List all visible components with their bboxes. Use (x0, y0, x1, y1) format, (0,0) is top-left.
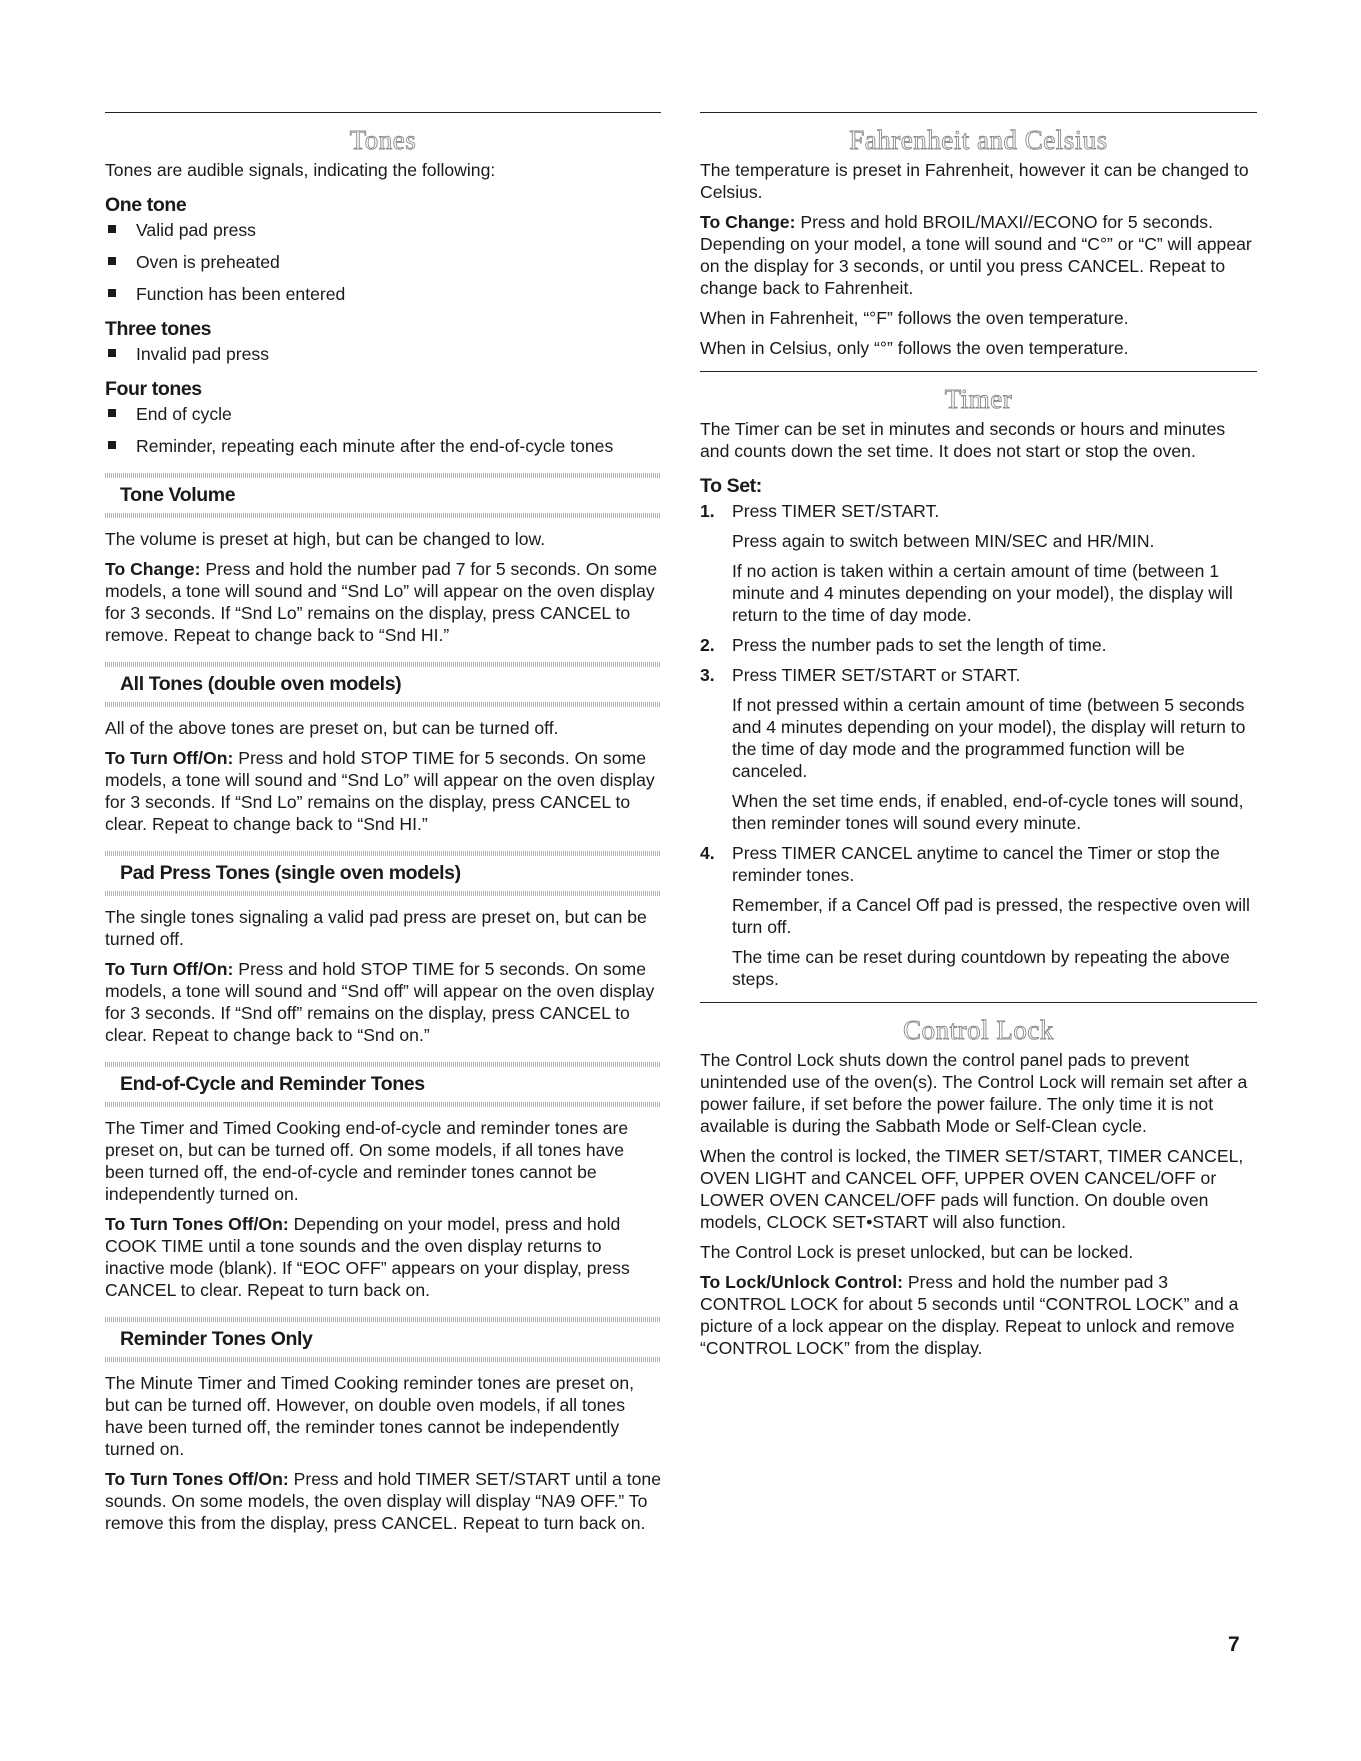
tone-volume-text: The volume is preset at high, but can be changed to low. (105, 529, 546, 549)
tone-volume-title: Tone Volume (120, 484, 236, 506)
celsius-note: When in Celsius, only “°” follows the oven temperature. (700, 338, 1129, 358)
fahrenheit-text: The temperature is preset in Fahrenheit, however it can be changed to Celsius. (700, 160, 1249, 202)
list-item (700, 664, 1257, 834)
list-item: Function has been entered (105, 283, 661, 305)
step-number: 1. (700, 501, 715, 521)
step-text: If not pressed within a certain amount of time (between 5 seconds and 4 minutes depending on your model), the display will return to the time of day mode and the programmed function will be canceled. (732, 695, 1246, 781)
instruction-label: To Change: (700, 212, 796, 232)
instruction-text: Press and hold the number pad 3 CONTROL LOCK for about 5 seconds until “CONTROL LOCK” and a picture of a lock appear on the display. Repeat to unlock and remove “CONTROL LOCK” from the display. (700, 1272, 1239, 1358)
section-rule (700, 371, 1257, 372)
instruction-label: To Lock/Unlock Control: (700, 1272, 903, 1292)
instruction-text: Press and hold TIMER SET/START until a tone sounds. On some models, the oven display will display “NA9 OFF.” To remove this from the display, press CANCEL. Repeat to turn back on. (105, 1469, 661, 1533)
step-text: If no action is taken within a certain amount of time (between 1 minute and 4 minutes depending on your model), the display will return to the time of day mode. (732, 561, 1233, 625)
dotted-rule (105, 1102, 661, 1107)
list-item: Reminder, repeating each minute after the end-of-cycle tones (105, 435, 661, 457)
reminder-header (105, 1317, 661, 1362)
step-text: When the set time ends, if enabled, end-of-cycle tones will sound, then reminder tones will sound every minute. (732, 791, 1244, 833)
step-text: Press TIMER SET/START. (732, 501, 940, 521)
pad-press-text: The single tones signaling a valid pad press are preset on, but can be turned off. (105, 907, 647, 949)
eoc-text: The Timer and Timed Cooking end-of-cycle and reminder tones are preset on, but can be turned off. On some models, if all tones have been turned off, the end-of-cycle and reminder tones cannot be independently turned on. (105, 1118, 629, 1204)
list-item: Valid pad press (105, 219, 661, 241)
control-lock-instructions (700, 1271, 1257, 1359)
dotted-rule (105, 1062, 661, 1067)
step-text: Press the number pads to set the length of time. (732, 635, 1107, 655)
pad-press-instructions (105, 958, 661, 1046)
section-rule (105, 112, 661, 113)
list-item (700, 634, 1257, 656)
section-rule (700, 1002, 1257, 1003)
list-item: Invalid pad press (105, 343, 661, 365)
fahrenheit-instructions (700, 211, 1257, 299)
four-tones-list (105, 403, 661, 457)
dotted-rule (105, 1357, 661, 1362)
tones-intro: Tones are audible signals, indicating the following: (105, 160, 496, 180)
instruction-text: Press and hold the number pad 7 for 5 seconds. On some models, a tone will sound and “Snd Lo” will appear on the oven display for 3 seconds. If “Snd Lo” remains on the display, press CANCEL to remove. Repeat to change back to “Snd HI.” (105, 559, 658, 645)
eoc-title: End-of-Cycle and Reminder Tones (120, 1073, 425, 1095)
one-tone-list (105, 219, 661, 305)
timer-steps (700, 500, 1257, 990)
tone-volume-header (105, 473, 661, 518)
three-tones-list (105, 343, 661, 365)
control-lock-functions: When the control is locked, the TIMER SET/START, TIMER CANCEL, OVEN LIGHT and CANCEL OFF, UPPER OVEN CANCEL/OFF or LOWER OVEN CANCEL/OFF pads will function. On double oven models, CLOCK SET•START will also function. (700, 1146, 1244, 1232)
list-item (700, 842, 1257, 990)
eoc-instructions (105, 1213, 661, 1301)
four-tones-heading: Four tones (105, 378, 202, 400)
all-tones-text: All of the above tones are preset on, but can be turned off. (105, 718, 559, 738)
three-tones-heading: Three tones (105, 318, 212, 340)
dotted-rule (105, 662, 661, 667)
step-text: Remember, if a Cancel Off pad is pressed, the respective oven will turn off. (732, 895, 1250, 937)
instruction-label: To Turn Tones Off/On: (105, 1214, 289, 1234)
step-text: Press TIMER CANCEL anytime to cancel the Timer or stop the reminder tones. (732, 843, 1220, 885)
instruction-text: Press and hold STOP TIME for 5 seconds. On some models, a tone will sound and “Snd off” will appear on the oven display for 3 seconds. If “Snd off” remains on the display, press CANCEL to clear. Repeat to change back to “Snd on.” (105, 959, 655, 1045)
eoc-header (105, 1062, 661, 1107)
instruction-label: To Turn Tones Off/On: (105, 1469, 289, 1489)
step-text: The time can be reset during countdown by repeating the above steps. (732, 947, 1230, 989)
list-item: End of cycle (105, 403, 661, 425)
all-tones-instructions (105, 747, 661, 835)
reminder-text: The Minute Timer and Timed Cooking reminder tones are preset on, but can be turned off. However, on double oven models, if all tones have been turned off, the reminder tones cannot be independently turned on. (105, 1373, 635, 1459)
section-rule (700, 112, 1257, 113)
control-lock-text: The Control Lock shuts down the control panel pads to prevent unintended use of the oven(s). The Control Lock will remain set after a power failure, if set before the power failure. The only time it is not available is during the Sabbath Mode or Self-Clean cycle. (700, 1050, 1248, 1136)
instruction-label: To Turn Off/On: (105, 959, 234, 979)
dotted-rule (105, 513, 661, 518)
right-column (700, 112, 1257, 1367)
list-item (700, 500, 1257, 626)
left-column (105, 112, 661, 1542)
page-number: 7 (1228, 1633, 1240, 1656)
to-set-heading: To Set: (700, 475, 762, 497)
timer-title: Timer (944, 384, 1013, 414)
tone-volume-instructions (105, 558, 661, 646)
control-lock-title: Control Lock (903, 1015, 1054, 1045)
instruction-text: Press and hold STOP TIME for 5 seconds. On some models, a tone will sound and “Snd Lo” will appear on the oven display for 3 seconds. If “Snd Lo” remains on the display, press CANCEL to clear. Repeat to change back to “Snd HI.” (105, 748, 655, 834)
timer-intro: The Timer can be set in minutes and seconds or hours and minutes and counts down the set time. It does not start or stop the oven. (700, 419, 1226, 461)
all-tones-header (105, 662, 661, 707)
tones-title: Tones (349, 125, 417, 155)
pad-press-header (105, 851, 661, 896)
reminder-title: Reminder Tones Only (120, 1328, 313, 1350)
instruction-label: To Turn Off/On: (105, 748, 234, 768)
step-text: Press again to switch between MIN/SEC and HR/MIN. (732, 531, 1155, 551)
all-tones-title: All Tones (double oven models) (120, 673, 402, 695)
step-number: 3. (700, 665, 715, 685)
step-number: 2. (700, 635, 715, 655)
pad-press-title: Pad Press Tones (single oven models) (120, 862, 461, 884)
instruction-text: Press and hold BROIL/MAXI//ECONO for 5 seconds. Depending on your model, a tone will sound and “C°” or “C” will appear on the display for 3 seconds, or until you press CANCEL. Repeat to change back to Fahrenheit. (700, 212, 1252, 298)
dotted-rule (105, 851, 661, 856)
dotted-rule (105, 1317, 661, 1322)
step-number: 4. (700, 843, 715, 863)
fahrenheit-title: Fahrenheit and Celsius (849, 125, 1108, 155)
fahrenheit-note: When in Fahrenheit, “°F” follows the oven temperature. (700, 308, 1129, 328)
instruction-text: Depending on your model, press and hold COOK TIME until a tone sounds and the oven display returns to inactive mode (blank). If “EOC OFF” appears on your display, press CANCEL to clear. Repeat to turn back on. (105, 1214, 630, 1300)
instruction-label: To Change: (105, 559, 201, 579)
dotted-rule (105, 891, 661, 896)
dotted-rule (105, 473, 661, 478)
one-tone-heading: One tone (105, 194, 187, 216)
dotted-rule (105, 702, 661, 707)
control-lock-preset: The Control Lock is preset unlocked, but can be locked. (700, 1242, 1134, 1262)
list-item: Oven is preheated (105, 251, 661, 273)
reminder-instructions (105, 1468, 661, 1534)
step-text: Press TIMER SET/START or START. (732, 665, 1021, 685)
